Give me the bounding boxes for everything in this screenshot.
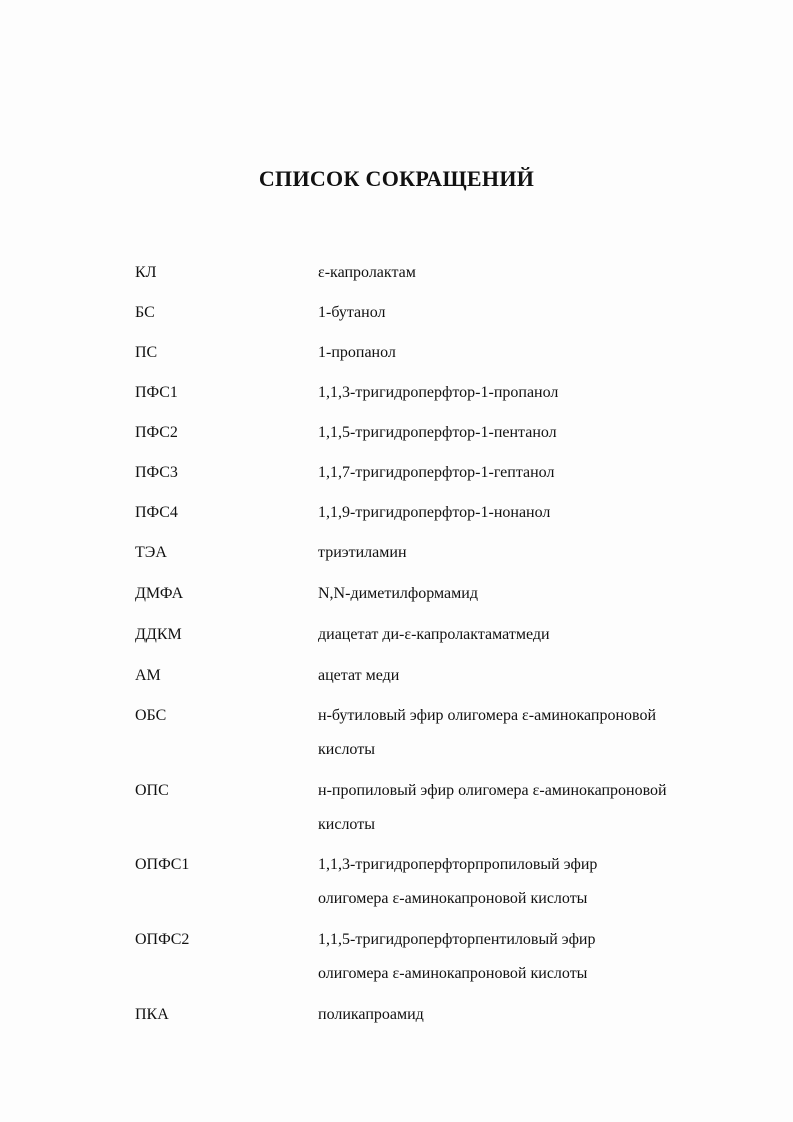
definition: [318, 336, 758, 370]
abbreviation: ПФС1: [135, 384, 178, 401]
abbreviation: ПФС2: [135, 424, 178, 441]
definition-line: олигомера ε-аминокапроновой кислоты: [318, 965, 588, 982]
abbreviation: БС: [135, 304, 155, 321]
abbreviation: ПКА: [135, 1006, 169, 1023]
definition: [318, 496, 758, 530]
definition: [318, 618, 758, 652]
page-title: СПИСОК СОКРАЩЕНИЙ: [258, 166, 535, 191]
definition: [318, 416, 758, 450]
definition: [318, 998, 758, 1032]
abbreviation: АМ: [135, 667, 161, 684]
definition-line: н-бутиловый эфир олигомера ε-аминокапроновой: [318, 707, 657, 724]
definition: [318, 256, 758, 290]
abbreviation: ДДКМ: [135, 626, 182, 643]
definition-line: кислоты: [318, 816, 375, 833]
definition-line: диацетат ди-ε-капролактаматмеди: [318, 626, 550, 643]
definition-line: ацетат меди: [318, 667, 400, 684]
definition-line: 1,1,9-тригидроперфтор-1-нонанол: [318, 504, 551, 521]
definition-line: 1,1,3-тригидроперфтор-1-пропанол: [318, 384, 559, 401]
abbreviation: ОБС: [135, 707, 167, 724]
definition: [318, 376, 758, 410]
definition-line: н-пропиловый эфир олигомера ε-аминокапроновой: [318, 782, 667, 799]
definition: [318, 923, 758, 991]
definition-line: поликапроамид: [318, 1006, 424, 1023]
definition: [318, 577, 758, 611]
definition: [318, 774, 758, 842]
definition-line: 1-бутанол: [318, 304, 386, 321]
abbreviation: ДМФА: [135, 585, 184, 602]
definition-line: ε-капролактам: [318, 264, 416, 281]
definition-line: 1-пропанол: [318, 344, 396, 361]
definition-line: кислоты: [318, 741, 375, 758]
definition: [318, 699, 758, 767]
definition-line: N,N-диметилформамид: [318, 585, 478, 602]
definition-line: 1,1,5-тригидроперфторпентиловый эфир: [318, 931, 596, 948]
abbreviation: ПС: [135, 344, 158, 361]
definition-line: олигомера ε-аминокапроновой кислоты: [318, 890, 588, 907]
definition: [318, 848, 758, 916]
definition-line: 1,1,5-тригидроперфтор-1-пентанол: [318, 424, 557, 441]
definition: [318, 659, 758, 693]
definition: [318, 456, 758, 490]
abbreviation: ОПС: [135, 782, 169, 799]
abbreviation: КЛ: [135, 264, 157, 281]
definition-line: триэтиламин: [318, 544, 407, 561]
abbreviation: ПФС4: [135, 504, 178, 521]
abbreviation: ПФС3: [135, 464, 178, 481]
abbreviation: ТЭА: [135, 544, 167, 561]
definition-line: 1,1,7-тригидроперфтор-1-гептанол: [318, 464, 555, 481]
abbreviation: ОПФС1: [135, 856, 190, 873]
definition: [318, 536, 758, 570]
abbreviation: ОПФС2: [135, 931, 190, 948]
definition: [318, 296, 758, 330]
definition-line: 1,1,3-тригидроперфторпропиловый эфир: [318, 856, 598, 873]
